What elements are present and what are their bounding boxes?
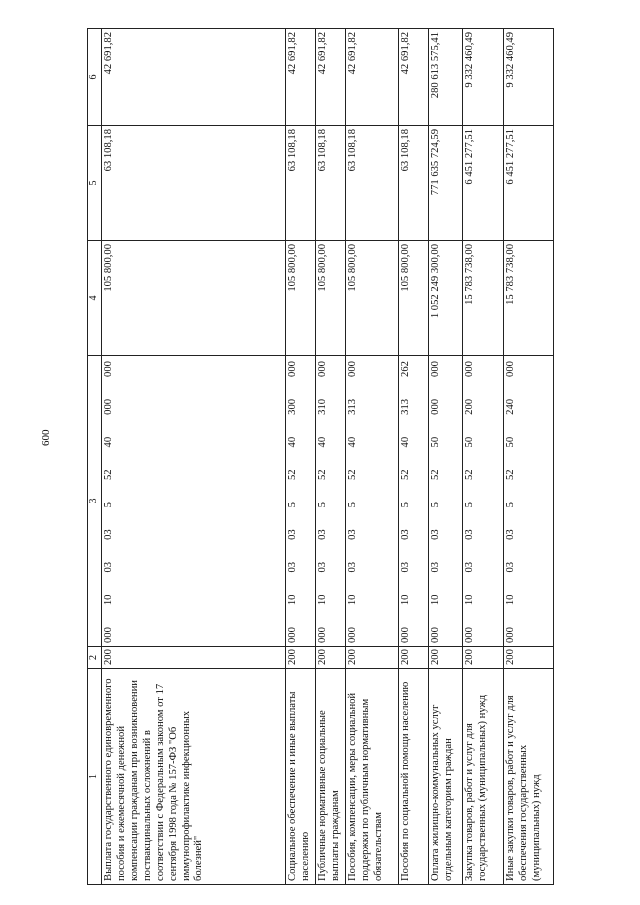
classification-segment: 5 <box>430 502 441 508</box>
row-code: 200 <box>463 647 504 669</box>
row-amount-executed: 6 451 277,51 <box>504 126 554 241</box>
table-row <box>102 29 286 885</box>
row-amount-remaining: 42 691,82 <box>286 29 316 126</box>
row-amount-remaining: 9 332 460,49 <box>504 29 554 126</box>
table-row <box>346 29 399 885</box>
row-name: Закупка товаров, работ и услуг для государственных (муниципальных) нужд <box>463 669 504 885</box>
row-amount-approved: 15 783 738,00 <box>504 241 554 356</box>
classification-segment: 313 <box>347 398 358 415</box>
row-amount-approved: 105 800,00 <box>346 241 399 356</box>
table-row <box>286 29 316 885</box>
classification-segment: 40 <box>400 436 411 448</box>
row-name: Пособия по социальной помощи населению <box>399 669 429 885</box>
classification-segment: 240 <box>505 398 516 415</box>
classification-segment: 10 <box>317 594 328 606</box>
classification-segment: 000 <box>347 627 358 643</box>
row-amount-remaining: 42 691,82 <box>102 29 286 126</box>
column-header-6: 6 <box>88 29 102 126</box>
page-number: 600 <box>40 429 52 446</box>
row-amount-approved: 105 800,00 <box>286 241 316 356</box>
classification-segment: 5 <box>317 502 328 508</box>
classification-segment: 40 <box>103 436 114 448</box>
row-amount-approved: 105 800,00 <box>399 241 429 356</box>
classification-code <box>464 359 477 643</box>
classification-segment: 000 <box>400 627 411 643</box>
row-amount-executed: 63 108,18 <box>286 126 316 241</box>
column-header-4: 4 <box>88 241 102 356</box>
classification-segment: 000 <box>103 627 114 643</box>
classification-segment: 52 <box>464 469 475 481</box>
classification-code <box>317 359 330 643</box>
budget-report-table <box>87 28 554 885</box>
row-classification <box>102 356 286 647</box>
classification-segment: 03 <box>400 529 411 540</box>
row-classification <box>463 356 504 647</box>
classification-segment: 313 <box>400 398 411 415</box>
classification-segment: 200 <box>464 398 475 415</box>
classification-segment: 03 <box>317 529 328 540</box>
classification-segment: 03 <box>505 561 516 573</box>
classification-segment: 40 <box>347 436 358 448</box>
classification-code <box>287 359 300 643</box>
classification-segment: 52 <box>347 469 358 481</box>
classification-segment: 10 <box>430 594 441 606</box>
row-code: 200 <box>429 647 463 669</box>
column-header-1: 1 <box>88 669 102 885</box>
classification-segment: 5 <box>505 502 516 508</box>
row-classification <box>346 356 399 647</box>
classification-segment: 262 <box>400 361 411 377</box>
table-row <box>504 29 554 885</box>
classification-segment: 5 <box>287 502 298 508</box>
classification-segment: 52 <box>317 469 328 481</box>
row-amount-executed: 6 451 277,51 <box>463 126 504 241</box>
classification-segment: 03 <box>103 529 114 540</box>
row-amount-executed: 63 108,18 <box>102 126 286 241</box>
row-amount-approved: 105 800,00 <box>102 241 286 356</box>
row-amount-approved: 15 783 738,00 <box>463 241 504 356</box>
classification-segment: 000 <box>505 627 516 643</box>
row-name: Пособия, компенсации, меры социальной поддержки по публичным нормативным обязательствам <box>346 669 399 885</box>
classification-segment: 000 <box>430 398 441 415</box>
classification-segment: 000 <box>430 627 441 643</box>
row-amount-executed: 63 108,18 <box>399 126 429 241</box>
classification-code <box>505 359 518 643</box>
classification-segment: 000 <box>287 627 298 643</box>
classification-code <box>430 359 443 643</box>
classification-segment: 03 <box>287 529 298 540</box>
classification-segment: 10 <box>464 594 475 606</box>
table-row <box>399 29 429 885</box>
classification-segment: 50 <box>505 436 516 448</box>
classification-segment: 40 <box>317 436 328 448</box>
classification-segment: 03 <box>317 561 328 573</box>
row-code: 200 <box>316 647 346 669</box>
classification-segment: 52 <box>430 469 441 481</box>
classification-segment: 000 <box>103 361 114 377</box>
classification-segment: 03 <box>347 529 358 540</box>
row-classification <box>316 356 346 647</box>
classification-segment: 000 <box>287 361 298 377</box>
row-amount-remaining: 9 332 460,49 <box>463 29 504 126</box>
row-name: Выплата государственного единовременного пособия и ежемесячной денежной компенсации гражданам при возникновении поствакцинальных осложнений в соответствии с Федеральным законом от 17 сентября 1998 года № 157-ФЗ "Об иммунопрофилактике инфекционных болезней" <box>102 669 286 885</box>
classification-segment: 03 <box>400 561 411 573</box>
classification-segment: 000 <box>505 361 516 377</box>
row-amount-approved: 105 800,00 <box>316 241 346 356</box>
classification-segment: 000 <box>317 361 328 377</box>
table-row <box>463 29 504 885</box>
row-name: Иные закупки товаров, работ и услуг для обеспечения государственных (муниципальных) нужд <box>504 669 554 885</box>
classification-segment: 5 <box>347 502 358 508</box>
classification-segment: 03 <box>505 529 516 540</box>
row-code: 200 <box>286 647 316 669</box>
classification-segment: 000 <box>103 398 114 415</box>
classification-segment: 000 <box>317 627 328 643</box>
classification-segment: 03 <box>347 561 358 573</box>
row-code: 200 <box>102 647 286 669</box>
classification-segment: 10 <box>400 594 411 606</box>
classification-segment: 40 <box>287 436 298 448</box>
classification-segment: 10 <box>505 594 516 606</box>
row-classification <box>286 356 316 647</box>
classification-segment: 5 <box>464 502 475 508</box>
row-amount-remaining: 42 691,82 <box>346 29 399 126</box>
classification-segment: 52 <box>400 469 411 481</box>
row-classification <box>399 356 429 647</box>
classification-segment: 52 <box>287 469 298 481</box>
row-code: 200 <box>504 647 554 669</box>
table-body <box>102 29 554 885</box>
report-table-container <box>87 29 554 885</box>
classification-code <box>103 359 116 643</box>
row-amount-executed: 63 108,18 <box>316 126 346 241</box>
classification-segment: 000 <box>464 361 475 377</box>
row-code: 200 <box>346 647 399 669</box>
column-header-3: 3 <box>88 356 102 647</box>
classification-segment: 03 <box>464 529 475 540</box>
classification-segment: 03 <box>464 561 475 573</box>
row-amount-remaining: 280 613 575,41 <box>429 29 463 126</box>
classification-segment: 310 <box>317 398 328 415</box>
classification-code <box>400 359 413 643</box>
row-amount-executed: 771 635 724,59 <box>429 126 463 241</box>
row-classification <box>429 356 463 647</box>
table-row <box>429 29 463 885</box>
classification-segment: 03 <box>287 561 298 573</box>
row-code: 200 <box>399 647 429 669</box>
classification-segment: 10 <box>287 594 298 606</box>
column-header-2: 2 <box>88 647 102 669</box>
row-amount-remaining: 42 691,82 <box>316 29 346 126</box>
classification-segment: 52 <box>103 469 114 481</box>
column-header-5: 5 <box>88 126 102 241</box>
classification-segment: 03 <box>103 561 114 573</box>
classification-segment: 50 <box>464 436 475 448</box>
row-name: Оплата жилищно-коммунальных услуг отдельным категориям граждан <box>429 669 463 885</box>
classification-segment: 000 <box>430 361 441 377</box>
row-amount-remaining: 42 691,82 <box>399 29 429 126</box>
row-amount-executed: 63 108,18 <box>346 126 399 241</box>
classification-segment: 52 <box>505 469 516 481</box>
classification-segment: 300 <box>287 398 298 415</box>
classification-segment: 5 <box>400 502 411 508</box>
table-row <box>316 29 346 885</box>
row-classification <box>504 356 554 647</box>
column-number-row <box>88 29 102 885</box>
classification-segment: 50 <box>430 436 441 448</box>
row-name: Социальное обеспечение и иные выплаты населению <box>286 669 316 885</box>
classification-segment: 000 <box>464 627 475 643</box>
classification-segment: 000 <box>347 361 358 377</box>
classification-segment: 10 <box>347 594 358 606</box>
row-name: Публичные нормативные социальные выплаты гражданам <box>316 669 346 885</box>
classification-code <box>347 359 360 643</box>
classification-segment: 03 <box>430 529 441 540</box>
classification-segment: 10 <box>103 594 114 606</box>
row-amount-approved: 1 052 249 300,00 <box>429 241 463 356</box>
classification-segment: 03 <box>430 561 441 573</box>
classification-segment: 5 <box>103 502 114 508</box>
